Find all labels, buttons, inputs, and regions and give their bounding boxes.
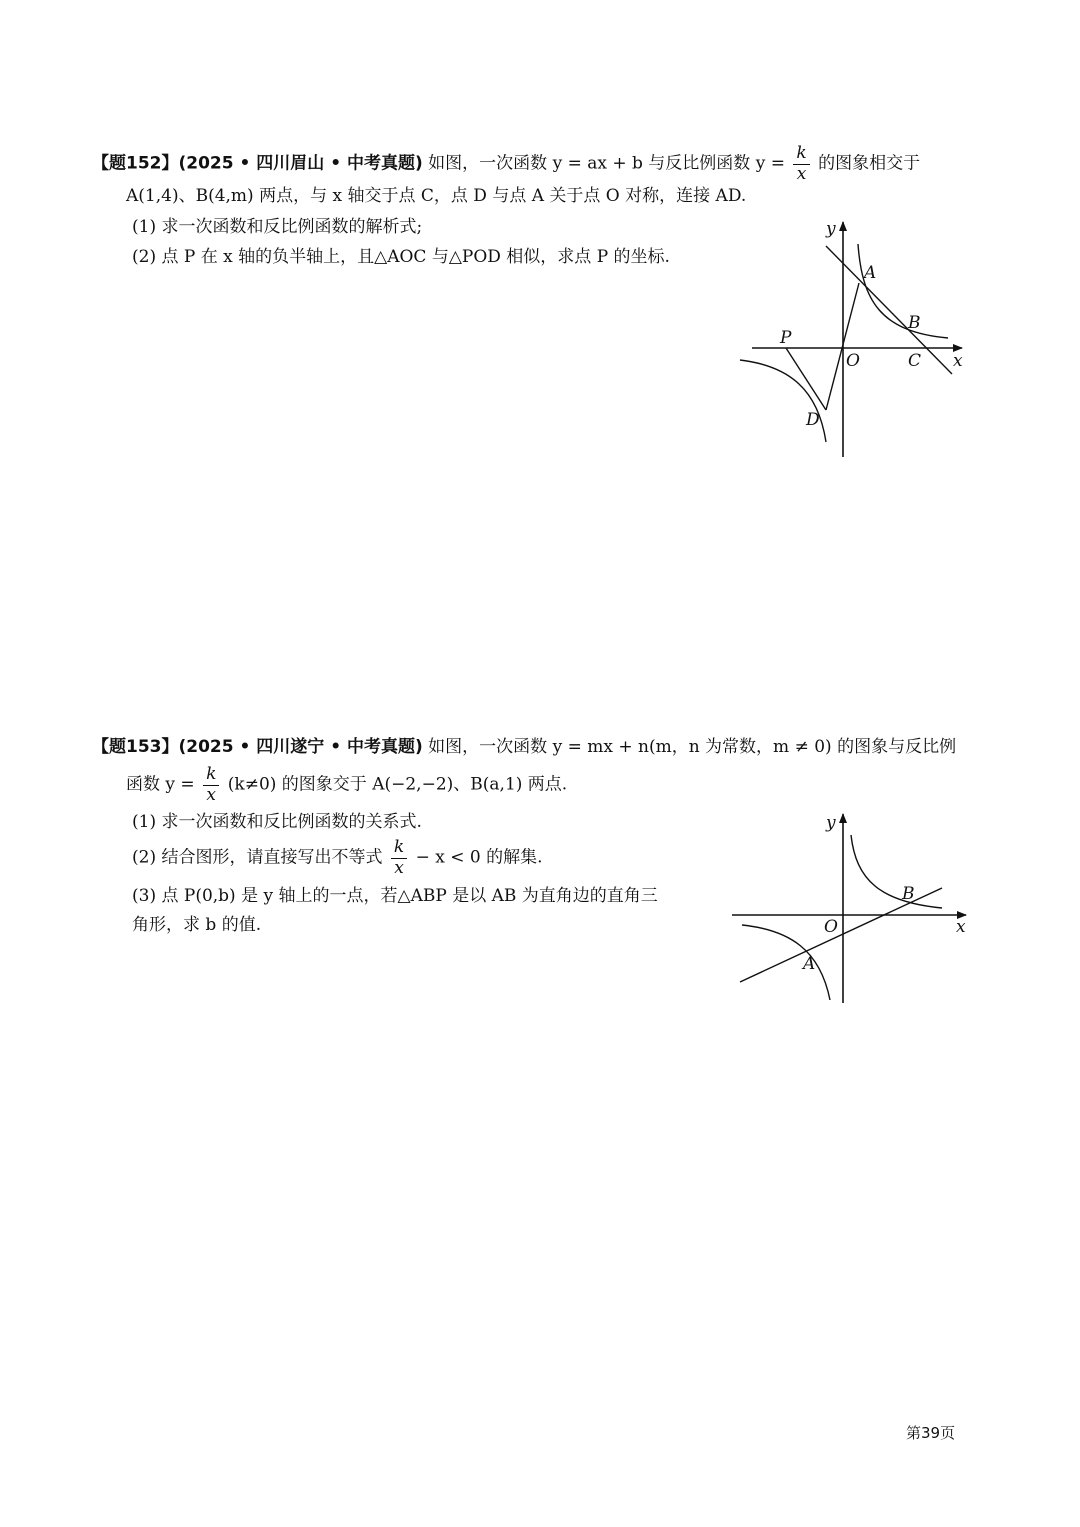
p152-label-y: y — [826, 219, 836, 239]
p152-label-D: D — [806, 410, 820, 430]
p152-line2: A(1,4)、B(4,m) 两点，与 x 轴交于点 C，点 D 与点 A 关于点 O 对称，连接 AD. — [126, 186, 747, 206]
p153-hyperbola-q1 — [851, 835, 942, 908]
p152-label-O: O — [846, 351, 860, 371]
p152-label-P: P — [780, 328, 792, 348]
p153-label-B: B — [902, 884, 915, 904]
p153-question-1: (1) 求一次函数和反比例函数的关系式. — [132, 812, 422, 832]
p153-question-3-cont: 角形，求 b 的值. — [132, 915, 262, 935]
page-number: 第39页 — [906, 1424, 956, 1442]
p152-label-B: B — [908, 313, 921, 333]
p153-tag: 【题153】 — [92, 737, 179, 757]
p153-label-x: x — [956, 917, 966, 937]
p152-question-2: (2) 点 P 在 x 轴的负半轴上，且△AOC 与△POD 相似，求点 P 的坐标. — [132, 247, 670, 267]
p153-frac-den: x — [206, 784, 217, 805]
p152-frac-num: k — [793, 144, 809, 165]
p152-intro-a: 如图，一次函数 y = ax + b 与反比例函数 y = — [428, 153, 785, 174]
p152-label-C: C — [908, 351, 922, 371]
p153-intro: 如图，一次函数 y = mx + n(m，n 为常数，m ≠ 0) 的图象与反比例 — [428, 737, 957, 757]
p152-source: (2025 • 四川眉山 • 中考真题) — [178, 153, 423, 174]
p152-label-x: x — [953, 351, 963, 371]
p153-label-O: O — [824, 917, 838, 937]
p153-question-3: (3) 点 P(0,b) 是 y 轴上的一点，若△ABP 是以 AB 为直角边的直角三 — [132, 886, 658, 906]
p153-hyperbola-q3 — [742, 925, 830, 1000]
p153-line2-b: (k≠0) 的图象交于 A(−2,−2)、B(a,1) 两点. — [227, 774, 568, 795]
p153-source: (2025 • 四川遂宁 • 中考真题) — [178, 737, 423, 757]
p153-label-y: y — [826, 813, 836, 833]
p153-label-A: A — [803, 954, 816, 974]
p153-q2-frac-den: x — [394, 857, 404, 878]
p152-question-1: (1) 求一次函数和反比例函数的解析式; — [132, 217, 423, 237]
p152-intro-b: 的图象相交于 — [818, 153, 921, 174]
p152-tag: 【题152】 — [92, 153, 179, 174]
p152-label-A: A — [864, 263, 877, 283]
p153-q2-b: − x < 0 的解集. — [415, 847, 543, 868]
p152-frac-den: x — [796, 163, 807, 184]
p153-frac-num: k — [203, 765, 219, 786]
p153-q2-a: (2) 结合图形，请直接写出不等式 — [132, 847, 383, 868]
p153-q2-frac-num: k — [391, 838, 407, 859]
p153-line2-a: 函数 y = — [126, 774, 195, 795]
